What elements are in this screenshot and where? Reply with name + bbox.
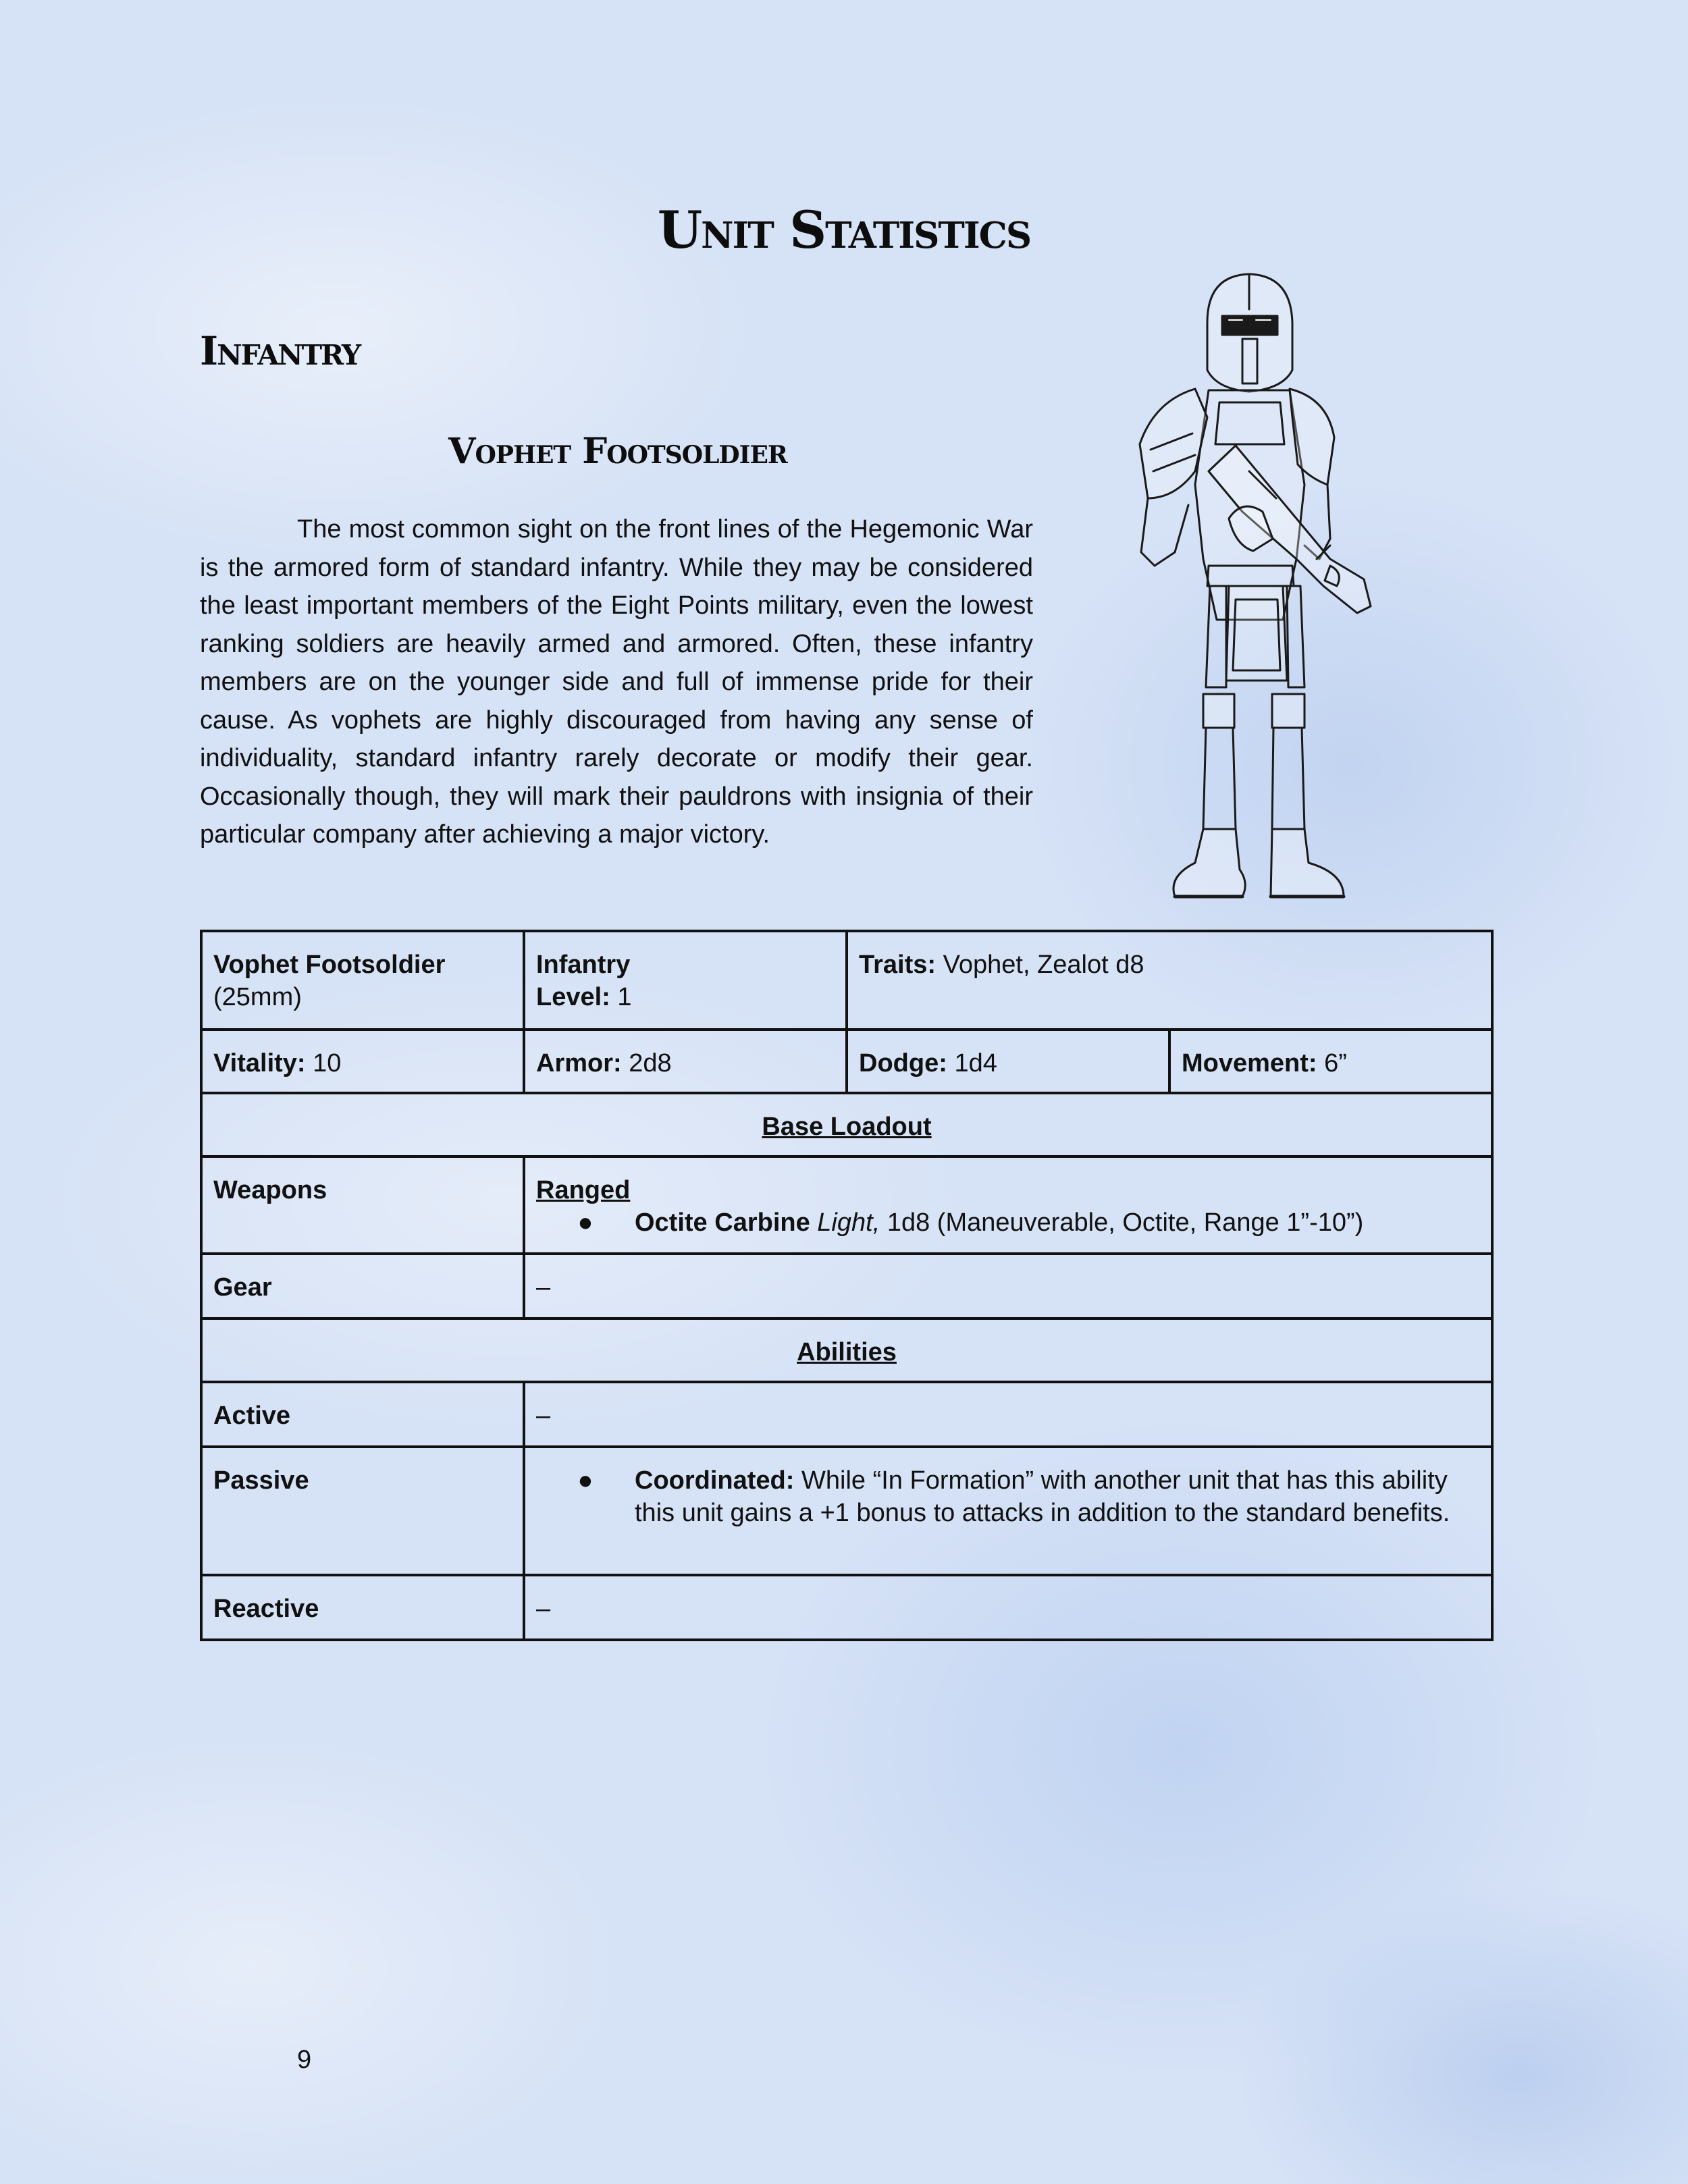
traits-cell: [847, 931, 1492, 1030]
vitality-cell: [201, 1030, 524, 1093]
movement-label: Movement:: [1182, 1049, 1317, 1077]
passive-ability-name: Coordinated:: [635, 1466, 795, 1495]
unit-category-cell: [524, 931, 847, 1030]
level-label: Level:: [536, 983, 610, 1011]
active-label-cell: [201, 1382, 524, 1447]
passive-label-cell: [201, 1447, 524, 1575]
weapons-cell: [524, 1156, 1492, 1254]
abilities-header: Abilities: [797, 1338, 897, 1366]
passive-list-item: [536, 1464, 1480, 1529]
base-loadout-header-cell: [201, 1093, 1492, 1156]
section-title: Infantry: [200, 328, 361, 374]
weapon-class: Light,: [817, 1208, 880, 1237]
dodge-label: Dodge:: [859, 1049, 947, 1077]
armor-value: 2d8: [629, 1049, 672, 1077]
base-size: (25mm): [213, 983, 302, 1011]
armor-cell: [524, 1030, 847, 1093]
active-value: –: [524, 1382, 1492, 1447]
page-title: Unit Statistics: [657, 200, 1031, 260]
gear-label-cell: [201, 1254, 524, 1319]
unit-name: Vophet Footsoldier: [213, 951, 446, 979]
unit-description: The most common sight on the front lines of the Hegemonic War is the armored form of standard infantry. While they may be considered the least important members of the Eight Points military, even the lowest ranking soldiers are heavily armed and armored. Often, these infantry members are on the younger side and full of immense pride for their cause. As vophets are highly discouraged from having any sense of individuality, standard infantry rarely decorate or modify their gear. Occasionally though, they will mark their pauldrons with insignia of their particular company after achieving a major victory.: [200, 515, 1033, 849]
weapon-list-item: [536, 1206, 1480, 1239]
movement-cell: [1169, 1030, 1492, 1093]
armored-soldier-illustration: [1128, 269, 1411, 924]
armor-label: Armor:: [536, 1049, 622, 1077]
weapons-label: Weapons: [213, 1176, 327, 1204]
passive-ability-text: While “In Formation” with another unit that has this ability this unit gains a +1 bonus to attacks in addition to the standard benefits.: [635, 1466, 1450, 1527]
bullet-icon: ●: [577, 1208, 594, 1237]
level-value: 1: [617, 983, 632, 1011]
passive-cell: [524, 1447, 1492, 1575]
traits-value: Vophet, Zealot d8: [943, 951, 1144, 979]
weapon-details: 1d8 (Maneuverable, Octite, Range 1”-10”): [887, 1208, 1364, 1237]
movement-value: 6”: [1324, 1049, 1347, 1077]
reactive-value: –: [524, 1575, 1492, 1640]
weapon-name: Octite Carbine: [635, 1208, 810, 1237]
unit-category: Infantry: [536, 951, 631, 979]
reactive-label-cell: [201, 1575, 524, 1640]
base-loadout-header: Base Loadout: [762, 1113, 932, 1141]
dodge-value: 1d4: [954, 1049, 997, 1077]
reactive-label: Reactive: [213, 1595, 319, 1623]
vitality-value: 10: [313, 1049, 342, 1077]
weapons-label-cell: [201, 1156, 524, 1254]
bullet-icon: ●: [577, 1466, 594, 1495]
abilities-header-cell: [201, 1319, 1492, 1382]
active-label: Active: [213, 1402, 291, 1430]
vitality-label: Vitality:: [213, 1049, 306, 1077]
unit-title: Vophet Footsoldier: [448, 431, 787, 472]
traits-label: Traits:: [859, 951, 937, 979]
passive-label: Passive: [213, 1466, 309, 1495]
gear-label: Gear: [213, 1273, 272, 1302]
unit-name-cell: [201, 931, 524, 1030]
gear-value: –: [524, 1254, 1492, 1319]
dodge-cell: [847, 1030, 1169, 1093]
page-number: 9: [297, 2046, 312, 2074]
unit-stat-table: [200, 930, 1494, 1641]
ranged-label: Ranged: [536, 1176, 631, 1204]
